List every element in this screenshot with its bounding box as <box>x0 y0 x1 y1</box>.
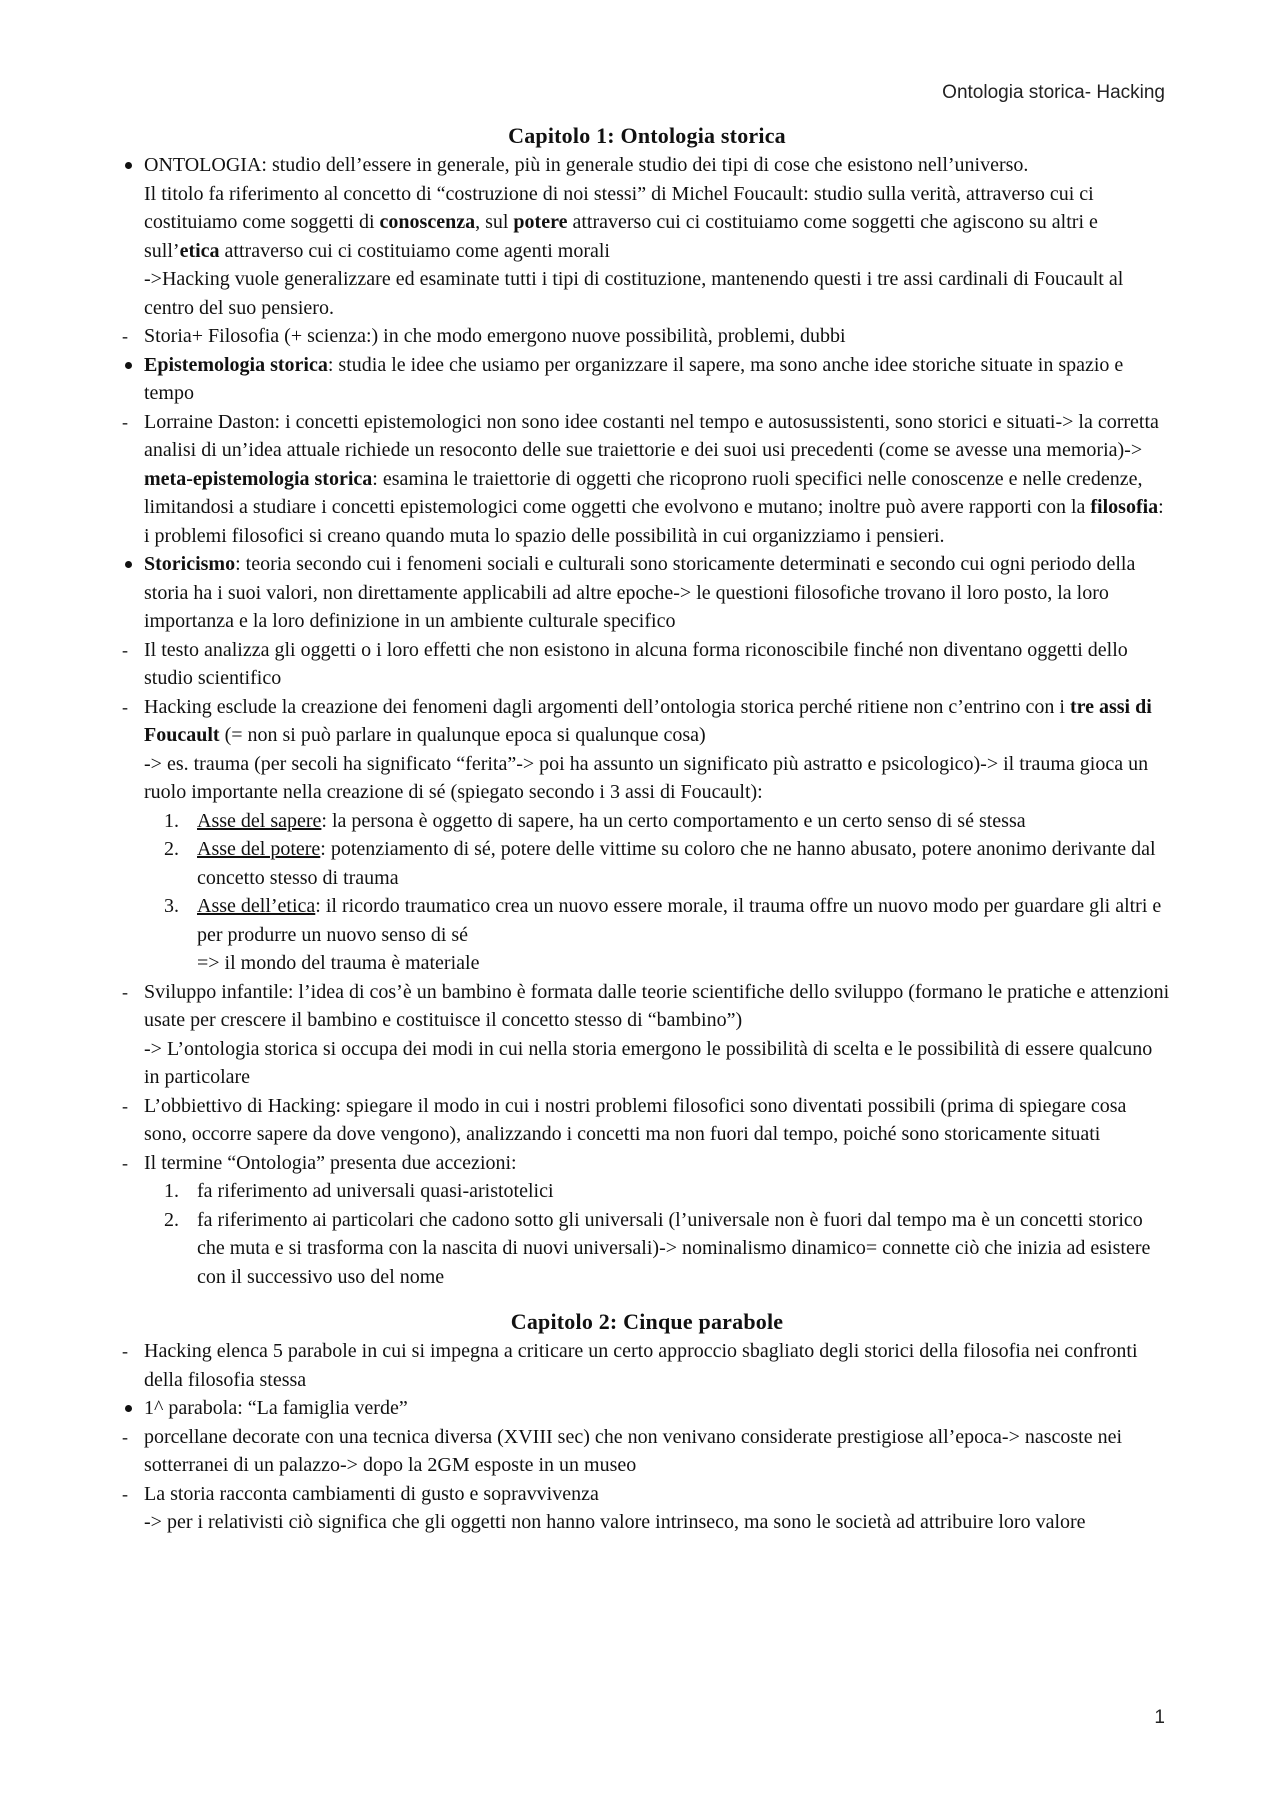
list-number: 1. <box>164 1180 179 1202</box>
asse-item <box>144 807 1172 836</box>
ontologia-definition: studio dell’essere in generale, più in generale studio dei tipi di cose che esistono nell’universo. <box>266 154 1029 176</box>
asse-text: : la persona è oggetto di sapere, ha un certo comportamento e un certo senso di sé stessa <box>321 809 1026 832</box>
chapter-2-title: Capitolo 2: Cinque parabole <box>510 1309 784 1334</box>
term-ontologia: ONTOLOGIA: <box>144 154 267 176</box>
list-item-testo: - Il testo analizza gli oggetti o i loro effetti che non esistono in alcuna forma riconoscibile finché non diventano oggetti dello studio scientifico <box>122 636 1172 693</box>
list-item-daston <box>122 408 1172 551</box>
sviluppo-paragraph: -> L’ontologia storica si occupa dei modi in cui nella storia emergono le possibilità di scelta e le possibilità di essere qualcuno in particolare <box>144 1037 1153 1088</box>
assi-conclusion: => il mondo del trauma è materiale <box>197 952 480 974</box>
text-span: Hacking esclude la creazione dei fenomeni dagli argomenti dell’ontologia storica perché ritiene non c’entrino con i <box>144 695 1070 718</box>
list-item-sviluppo <box>122 978 1172 1092</box>
asse-text: : il ricordo traumatico crea un nuovo essere morale, il trauma offre un nuovo modo per guardare gli altri e per produrre un nuovo senso di sé <box>197 895 1162 946</box>
text-span: Lorraine Daston: i concetti epistemologici non sono idee costanti nel tempo e autosussistenti, sono storici e situati-> la corretta analisi di un’idea attuale richiede un resoconto delle sue traiettorie e dei suoi usi precedenti (come se avesse una memoria)-> <box>144 410 1159 461</box>
accezione-item <box>144 1177 1172 1206</box>
list-number: 2. <box>164 838 179 860</box>
term-epistemologia: Epistemologia storica <box>144 353 328 376</box>
list-number: 3. <box>164 895 179 917</box>
list-item-storia: - Storia+ Filosofia (+ scienza:) in che modo emergono nuove possibilità, problemi, dubbi <box>122 322 1172 351</box>
storicismo-definition: : teoria secondo cui i fenomeni sociali e culturali sono storicamente determinati e secondo cui ogni periodo della storia ha i suoi valori, non direttamente applicabili ad altre epoche-> le questioni filosofiche trovano il loro posto, la loro importanza e la loro definizione in un ambiente culturale specifico <box>144 553 1136 632</box>
asse-item <box>144 835 1172 892</box>
text-span: Il termine “Ontologia” presenta due accezioni: <box>144 1151 517 1174</box>
text-span: La storia racconta cambiamenti di gusto e sopravvivenza <box>144 1482 599 1505</box>
keyword-tre-assi: tre assi di Foucault <box>144 695 1152 746</box>
keyword-filosofia: filosofia <box>1090 496 1159 518</box>
asse-text: : potenziamento di sé, potere delle vittime su coloro che ne hanno abusato, potere anonimo derivante dal concetto stesso di trauma <box>197 838 1156 889</box>
list-item-storia-gusto <box>122 1480 1172 1537</box>
list-item-obiettivo: - L’obbiettivo di Hacking: spiegare il modo in cui i nostri problemi filosofici sono diventati possibili (prima di spiegare cosa sono, occorre sapere da dove vengono), analizzando i concetti ma non fuori dal tempo, poiché sono storicamente situati <box>122 1092 1172 1149</box>
list-item-termine <box>122 1149 1172 1292</box>
keyword-etica: etica <box>179 239 220 262</box>
text-span: (= non si può parlare in qualunque epoca si qualunque cosa) <box>219 724 706 746</box>
text-span: , sul <box>475 211 514 233</box>
list-item-epistemologia <box>122 351 1172 408</box>
list-item-storicismo <box>122 550 1172 636</box>
page-number: 1 <box>1154 1707 1165 1728</box>
trauma-paragraph: -> es. trauma (per secoli ha significato “ferita”-> poi ha assunto un significato più astratto e psicologico)-> il trauma gioca un ruolo importante nella creazione di sé (spiegato secondo i 3 assi di Foucault): <box>144 752 1149 803</box>
accezione-text: fa riferimento ai particolari che cadono sotto gli universali (l’universale non è fuori dal tempo ma è un concetti storico che muta e si trasforma con la nascita di nuovi universali)-> nominalismo dinamico= connette ciò che inizia ad esistere con il successivo uso del nome <box>197 1208 1151 1288</box>
chapter-2-list <box>122 1337 1172 1537</box>
page-header: Ontologia storica- Hacking <box>942 82 1165 103</box>
asse-label: Asse del potere <box>197 838 321 860</box>
term-storicismo: Storicismo <box>144 553 236 575</box>
list-item-porcellane: - porcellane decorate con una tecnica diversa (XVIII sec) che non venivano considerate prestigiose all’epoca-> nascoste nei sotterranei di un palazzo-> dopo la 2GM esposte in un museo <box>122 1423 1172 1480</box>
assi-list <box>144 807 1172 978</box>
text-span: Il titolo fa riferimento al concetto di “costruzione di noi stessi” di Michel Foucault: studio sulla verità, attraverso cui ci costituiamo come soggetti di <box>144 182 1094 233</box>
list-item-ontologia <box>122 151 1172 322</box>
chapter-1-list <box>122 151 1172 1291</box>
text-span: : i problemi filosofici si creano quando muta lo spazio delle possibilità in cui organizziamo i pensieri. <box>144 496 1164 547</box>
ontologia-hacking-paragraph: ->Hacking vuole generalizzare ed esaminate tutti i tipi di costituzione, mantenendo questi i tre assi cardinali di Foucault al centro del suo pensiero. <box>144 268 1124 319</box>
text-span: attraverso cui ci costituiamo come soggetti che agiscono su altri e sull’ <box>144 211 1098 262</box>
page-content <box>122 121 1172 1537</box>
asse-item <box>144 892 1172 978</box>
accezione-item <box>144 1206 1172 1292</box>
list-item-hacking-esclude <box>122 693 1172 978</box>
list-item-elenca: - Hacking elenca 5 parabole in cui si impegna a criticare un certo approccio sbagliato degli storici della filosofia nei confronti della filosofia stessa <box>122 1337 1172 1394</box>
list-number: 2. <box>164 1208 179 1231</box>
accezione-text: fa riferimento ad universali quasi-aristotelici <box>197 1180 554 1202</box>
chapter-1-title: Capitolo 1: Ontologia storica <box>508 123 786 148</box>
asse-label: Asse dell’etica <box>197 895 316 917</box>
epistemologia-definition: : studia le idee che usiamo per organizzare il sapere, ma sono anche idee storiche situate in spazio e tempo <box>144 353 1124 404</box>
text-span: : esamina le traiettorie di oggetti che ricoprono ruoli specifici nelle conoscenze e nelle credenze, limitandosi a studiare i concetti epistemologici come oggetti che evolvono e mutano; inoltre può avere rapporti con la <box>144 467 1143 518</box>
ontologia-foucault-paragraph <box>144 180 1172 266</box>
list-item-parabola-1: 1^ parabola: “La famiglia verde” <box>122 1394 1172 1423</box>
relativisti-paragraph: -> per i relativisti ciò significa che gli oggetti non hanno valore intrinseco, ma sono le società ad attribuire loro valore <box>144 1511 1086 1533</box>
text-span: attraverso cui ci costituiamo come agenti morali <box>219 239 610 262</box>
text-span: Sviluppo infantile: l’idea di cos’è un bambino è formata dalle teorie scientifiche dello sviluppo (formano le pratiche e attenzioni usate per crescere il bambino e costituisce il concetto stesso di “bambino”) <box>144 980 1170 1031</box>
keyword-potere: potere <box>513 211 568 233</box>
asse-label: Asse del sapere <box>197 809 322 832</box>
accezioni-list <box>144 1177 1172 1291</box>
keyword-meta-epistemologia: meta-epistemologia storica <box>144 467 373 490</box>
list-number: 1. <box>164 809 179 832</box>
keyword-conoscenza: conoscenza <box>379 211 476 233</box>
